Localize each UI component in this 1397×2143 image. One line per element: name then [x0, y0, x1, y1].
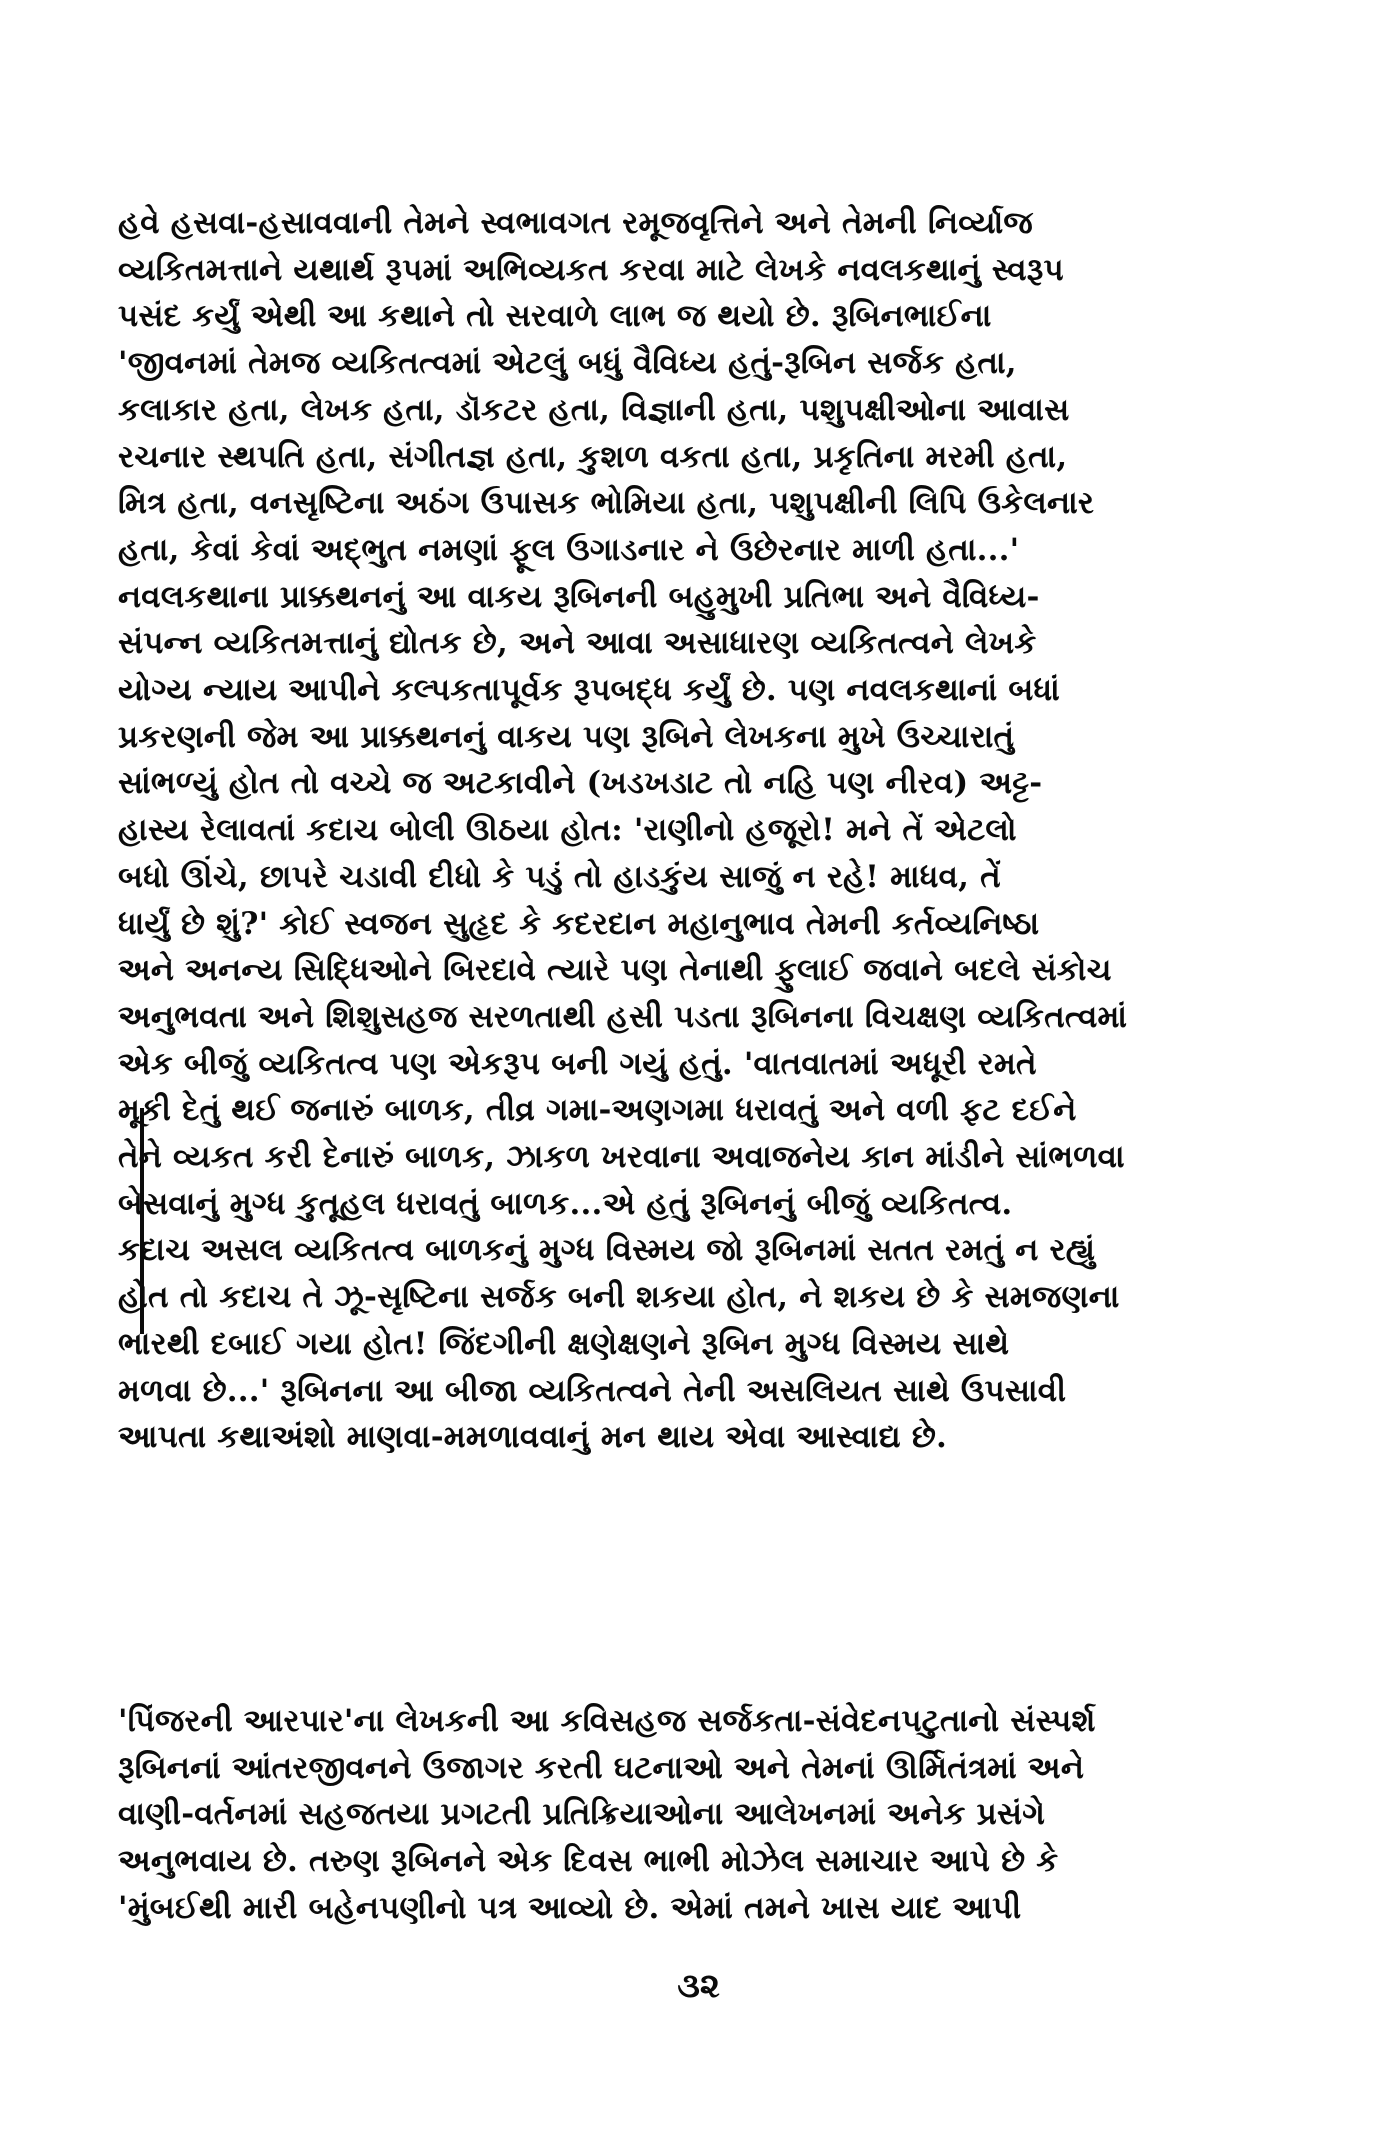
text-line: પ્રકરણની જેમ આ પ્રાક્કથનનું વાકય પણ રૂબિને લેખકના મુખે ઉચ્ચારાતું	[118, 718, 1015, 755]
text-line: સંપન્ન વ્યકિતમત્તાનું દ્યોતક છે, અને આવા અસાધારણ વ્યકિતત્વને લેખકે	[118, 625, 1037, 662]
text-line: બેસવાનું મુગ્ધ કુતૂહલ ધરાવતું બાળક...એ હતું રૂબિનનું બીજું વ્યકિતત્વ.	[118, 1185, 1013, 1222]
text-line: કદાચ અસલ વ્યકિતત્વ બાળકનું મુગ્ધ વિસ્મય જો રૂબિનમાં સતત રમતું ન રહ્યું	[118, 1232, 1096, 1269]
text-line: અનુભવતા અને શિશુસહજ સરળતાથી હસી પડતા રૂબિનના વિચક્ષણ વ્યકિતત્વમાં	[118, 998, 1128, 1035]
text-line: યોગ્ય ન્યાય આપીને કલ્પકતાપૂર્વક રૂપબદ્ધ કર્યું છે. પણ નવલકથાનાં બધાં	[118, 672, 1060, 709]
text-line: હાસ્ય રેલાવતાં કદાચ બોલી ઊઠયા હોત: 'રાણીનો હજૂરો! મને તેં એટલો	[118, 812, 1017, 849]
text-line: નવલકથાના પ્રાક્કથનનું આ વાકય રૂબિનની બહુમુખી પ્રતિભા અને વૈવિધ્ય-	[118, 578, 1040, 615]
text-line: 'મુંબઈથી મારી બહેનપણીનો પત્ર આવ્યો છે. એમાં તમને ખાસ યાદ આપી	[118, 1889, 1022, 1926]
text-line: તેને વ્યકત કરી દેનારું બાળક, ઝાકળ ખરવાના અવાજનેય કાન માંડીને સાંભળવા	[118, 1139, 1125, 1176]
text-line: મળવા છે...' રૂબિનના આ બીજા વ્યકિતત્વને તેની અસલિયત સાથે ઉપસાવી	[118, 1372, 1067, 1409]
text-line: હવે હસવા-હસાવવાની તેમને સ્વભાવગત રમૂજવૃત્તિને અને તેમની નિર્વ્યાજ	[118, 205, 1033, 241]
text-line: રચનાર સ્થપતિ હતા, સંગીતજ્ઞ હતા, કુશળ વકતા હતા, પ્રકૃતિના મરમી હતા,	[118, 438, 1068, 475]
text-line: 'પિંજરની આરપાર'ના લેખકની આ કવિસહજ સર્જકતા-સંવેદનપટુતાનો સંસ્પર્શ	[118, 1703, 1096, 1739]
text-line: હોત તો કદાચ તે ઝૂ-સૃષ્ટિના સર્જક બની શકયા હોત, ને શકય છે કે સમજણના	[118, 1279, 1120, 1316]
paragraph-2	[118, 1698, 1278, 1932]
text-line: એક બીજું વ્યકિતત્વ પણ એકરૂપ બની ગયું હતું. 'વાતવાતમાં અધૂરી રમતે	[118, 1045, 1037, 1082]
text-line: 'જીવનમાં તેમજ વ્યકિતત્વમાં એટલું બધું વૈવિધ્ય હતું-રૂબિન સર્જક હતા,	[118, 345, 1017, 382]
text-line: કલાકાર હતા, લેખક હતા, ડૉકટર હતા, વિજ્ઞાની હતા, પશુપક્ષીઓના આવાસ	[118, 391, 1070, 428]
margin-bracket	[140, 1108, 150, 1334]
text-line: ધાર્યું છે શું?' કોઈ સ્વજન સુહૃદ કે કદરદાન મહાનુભાવ તેમની કર્તવ્યનિષ્ઠા	[118, 905, 1040, 942]
text-line: વ્યકિતમત્તાને યથાર્થ રૂપમાં અભિવ્યકત કરવા માટે લેખકે નવલકથાનું સ્વરૂપ	[118, 251, 1064, 288]
text-line: વાણી-વર્તનમાં સહજતયા પ્રગટતી પ્રતિક્રિયાઓના આલેખનમાં અનેક પ્રસંગે	[118, 1796, 1046, 1833]
text-line: પસંદ કર્યું એથી આ કથાને તો સરવાળે લાભ જ થયો છે. રૂબિનભાઈના	[118, 298, 992, 335]
text-line: આપતા કથાઅંશો માણવા-મમળાવવાનું મન થાય એવા આસ્વાદ્ય છે.	[118, 1419, 947, 1456]
text-line: સાંભળ્યું હોત તો વચ્ચે જ અટકાવીને (ખડખડાટ તો નહિ પણ નીરવ) અટ્ટ-	[118, 765, 1043, 802]
text-line: રૂબિનનાં આંતરજીવનને ઉજાગર કરતી ઘટનાઓ અને તેમનાં ઊર્મિતંત્રમાં અને	[118, 1749, 1085, 1786]
text-line: અનુભવાય છે. તરુણ રૂબિનને એક દિવસ ભાભી મોઝેલ સમાચાર આપે છે કે	[118, 1843, 1059, 1880]
text-line: હતા, કેવાં કેવાં અદ્ભુત નમણાં ફૂલ ઉગાડનાર ને ઉછેરનાર માળી હતા...'	[118, 531, 1020, 568]
text-line: અને અનન્ય સિદ્ધિઓને બિરદાવે ત્યારે પણ તેનાથી ફુલાઈ જવાને બદલે સંકોચ	[118, 952, 1112, 989]
paragraph-1	[118, 200, 1278, 1461]
text-line: મૂકી દેતું થઈ જનારું બાળક, તીવ્ર ગમા-અણગમા ધરાવતું અને વળી ફટ દઈને	[118, 1092, 1077, 1129]
page-number: ૩૨	[677, 1966, 720, 2006]
text-line: મિત્ર હતા, વનસૃષ્ટિના અઠંગ ઉપાસક ભોમિયા હતા, પશુપક્ષીની લિપિ ઉકેલનાર	[118, 485, 1095, 522]
text-line: ભારથી દબાઈ ગયા હોત! જિંદગીની ક્ષણેક્ષણને રૂબિન મુગ્ધ વિસ્મય સાથે	[118, 1325, 1010, 1362]
text-line: બધો ઊંચે, છાપરે ચડાવી દીધો કે પડું તો હાડકુંય સાજું ન રહે! માધવ, તેં	[118, 858, 1001, 895]
